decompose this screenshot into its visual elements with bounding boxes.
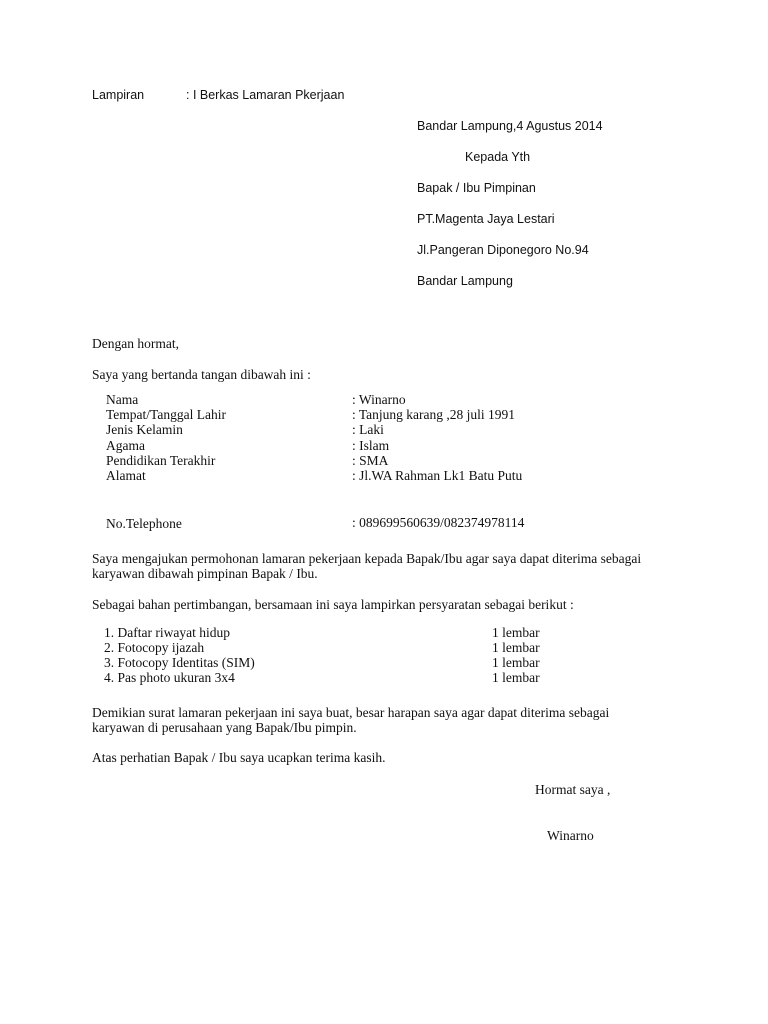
signature-closing: Hormat saya ,: [535, 782, 611, 797]
field-value: : Tanjung karang ,28 juli 1991: [352, 407, 516, 422]
paragraph-line: Demikian surat lamaran pekerjaan ini saya buat, besar harapan saya agar dapat diterima sebagai: [92, 705, 610, 720]
list-item: 2. Fotocopy ijazah: [104, 640, 205, 655]
attachment-label: Lampiran: [92, 88, 145, 102]
phone-value: : 089699560639/082374978114: [352, 515, 525, 530]
phone-label: No.Telephone: [106, 516, 182, 531]
recipient-line: Jl.Pangeran Diponegoro No.94: [417, 243, 589, 257]
paragraph-line: Saya mengajukan permohonan lamaran pekerjaan kepada Bapak/Ibu agar saya dapat diterima sebagai: [92, 551, 642, 566]
recipient-line: PT.Magenta Jaya Lestari: [417, 212, 555, 226]
field-value: : Laki: [352, 422, 384, 437]
field-label: Alamat: [106, 468, 146, 483]
attachment-value: : I Berkas Lamaran Pkerjaan: [186, 88, 345, 102]
field-value: : Winarno: [352, 392, 406, 407]
field-value: : SMA: [352, 453, 389, 468]
list-item: 1. Daftar riwayat hidup: [104, 625, 230, 640]
greeting: Dengan hormat,: [92, 336, 179, 351]
list-item-qty: 1 lembar: [492, 670, 540, 685]
closing-paragraph: [92, 705, 609, 735]
field-value: : Islam: [352, 438, 390, 453]
field-value: : Jl.WA Rahman Lk1 Batu Putu: [352, 468, 523, 483]
field-label: Nama: [106, 392, 139, 407]
recipient-line: Bandar Lampung: [417, 274, 513, 288]
request-paragraph: [92, 551, 641, 581]
recipient-line: Bapak / Ibu Pimpinan: [417, 181, 536, 195]
field-label: Agama: [106, 438, 145, 453]
paragraph-line: karyawan dibawah pimpinan Bapak / Ibu.: [92, 566, 318, 581]
field-label: Jenis Kelamin: [106, 422, 183, 437]
paragraph-line: karyawan di perusahaan yang Bapak/Ibu pimpin.: [92, 720, 357, 735]
list-item: 4. Pas photo ukuran 3x4: [104, 670, 235, 685]
field-label: Tempat/Tanggal Lahir: [106, 407, 226, 422]
list-item-qty: 1 lembar: [492, 655, 540, 670]
place-date: Bandar Lampung,4 Agustus 2014: [417, 119, 603, 133]
to-line: Kepada Yth: [465, 150, 531, 164]
list-item-qty: 1 lembar: [492, 640, 540, 655]
list-item: 3. Fotocopy Identitas (SIM): [104, 655, 255, 670]
thanks-text: Atas perhatian Bapak / Ibu saya ucapkan terima kasih.: [92, 750, 386, 765]
intro-text: Saya yang bertanda tangan dibawah ini :: [92, 367, 311, 382]
attachments-intro: Sebagai bahan pertimbangan, bersamaan ini saya lampirkan persyaratan sebagai berikut :: [92, 597, 574, 612]
list-item-qty: 1 lembar: [492, 625, 540, 640]
signature-name: Winarno: [547, 828, 594, 843]
field-label: Pendidikan Terakhir: [106, 453, 216, 468]
